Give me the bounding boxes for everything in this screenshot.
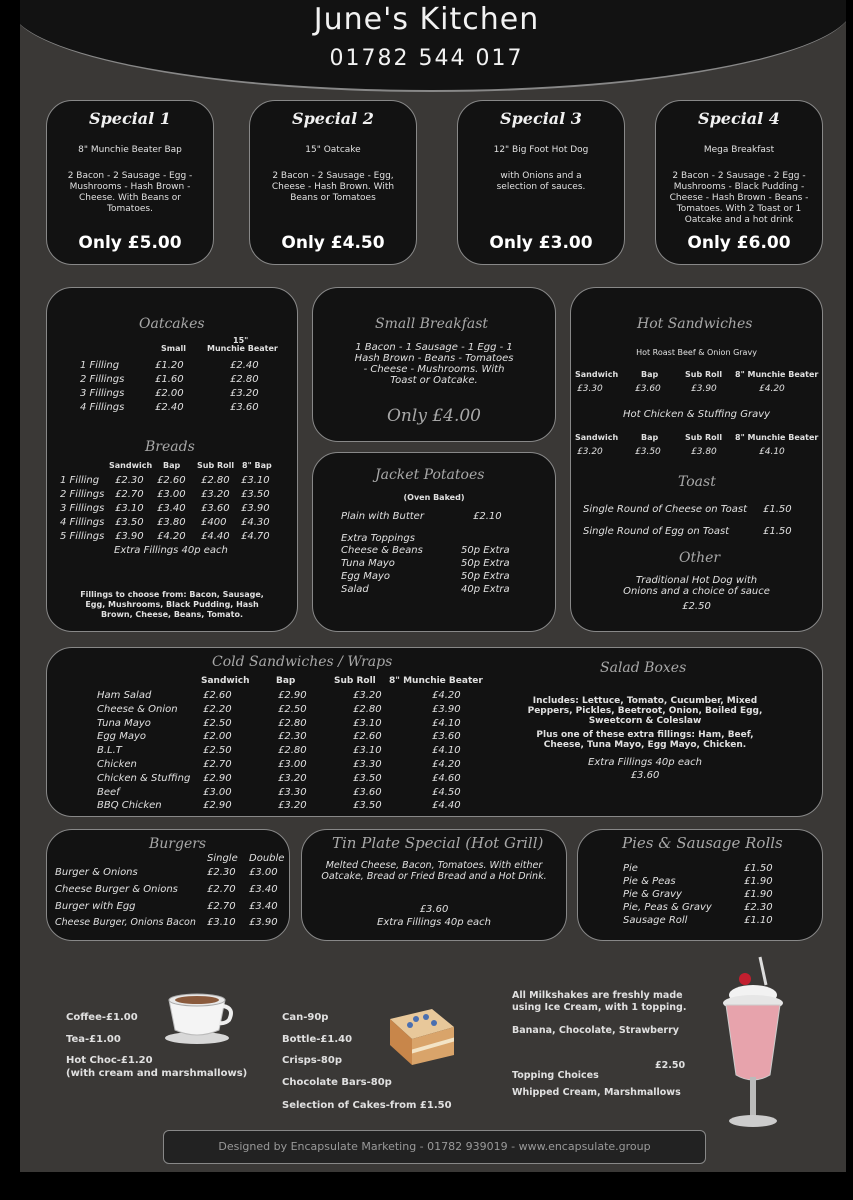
breads-price: £3.90 bbox=[241, 503, 270, 514]
can-item: Can-90p bbox=[282, 1012, 329, 1023]
cold-price: £2.30 bbox=[278, 731, 307, 743]
breads-price: £4.70 bbox=[241, 531, 270, 542]
oatcakes-col-big: Munchie Beater bbox=[207, 344, 278, 353]
tinplate-title: Tin Plate Special (Hot Grill) bbox=[332, 834, 544, 852]
oatcakes-col-small: Small bbox=[161, 344, 186, 353]
toast-item-price: £1.50 bbox=[763, 504, 792, 515]
burgers-title: Burgers bbox=[149, 836, 207, 852]
choc-item: Chocolate Bars-80p bbox=[282, 1077, 392, 1088]
cold-price: £2.70 bbox=[203, 759, 232, 770]
cold-price: £2.90 bbox=[203, 800, 232, 812]
small-breakfast-price: Only £4.00 bbox=[387, 406, 481, 426]
cold-row-label: B.L.T bbox=[97, 745, 122, 757]
breads-price: £2.70 bbox=[115, 489, 144, 500]
bottle-item: Bottle-£1.40 bbox=[282, 1034, 353, 1045]
breads-price: £4.40 bbox=[201, 531, 230, 542]
cold-price: £4.20 bbox=[432, 690, 461, 701]
jacket-extra-price: 50p Extra bbox=[461, 571, 510, 582]
cold-price: £4.10 bbox=[432, 717, 461, 729]
special-3-panel bbox=[457, 100, 625, 265]
fillings-note: Fillings to choose from: Bacon, Sausage, Egg, Mushrooms, Black Pudding, Hash Brown, Cheese, Beans, Tomato. bbox=[80, 590, 264, 619]
breads-price: £3.90 bbox=[115, 531, 144, 542]
breads-price: £3.80 bbox=[157, 517, 186, 528]
breads-price: £3.10 bbox=[241, 475, 270, 486]
topping-label: Topping Choices bbox=[512, 1070, 599, 1081]
burger-label: Cheese Burger, Onions Bacon bbox=[55, 917, 196, 928]
oatcakes-small-price: £1.20 bbox=[155, 360, 184, 371]
hot-beef-label: Hot Roast Beef & Onion Gravy bbox=[636, 348, 757, 357]
toast-title: Toast bbox=[678, 474, 716, 490]
cake-slice-icon bbox=[386, 1005, 458, 1065]
special-price: Only £4.50 bbox=[281, 233, 385, 253]
cold-price: £2.60 bbox=[353, 731, 382, 743]
cold-price: £3.30 bbox=[353, 759, 382, 770]
hot-col: Sandwich bbox=[575, 433, 619, 442]
cold-price: £2.90 bbox=[203, 772, 232, 784]
cold-price: £3.60 bbox=[353, 786, 382, 798]
hot-chicken-label: Hot Chicken & Stuffing Gravy bbox=[622, 409, 771, 420]
special-subtitle: 15" Oatcake bbox=[305, 145, 361, 155]
breads-col: 8" Bap bbox=[242, 461, 272, 470]
burgers-col: Single bbox=[207, 853, 238, 864]
cold-price: £2.80 bbox=[278, 717, 307, 729]
cold-price: £3.20 bbox=[353, 690, 382, 701]
cold-price: £2.80 bbox=[278, 745, 307, 757]
jacket-extra-label: Egg Mayo bbox=[341, 571, 390, 582]
phone-number: 01782 544 017 bbox=[329, 46, 524, 71]
pies-title: Pies & Sausage Rolls bbox=[622, 834, 783, 852]
cold-price: £3.60 bbox=[432, 731, 461, 743]
cold-price: £3.20 bbox=[278, 800, 307, 812]
cold-price: £4.60 bbox=[432, 772, 461, 784]
other-price: £2.50 bbox=[682, 601, 711, 612]
hot-sandwiches-panel bbox=[570, 287, 823, 632]
tinplate-extra: Extra Fillings 40p each bbox=[377, 917, 491, 928]
burger-price: £3.90 bbox=[249, 917, 278, 928]
coffee-cup-icon bbox=[163, 990, 235, 1045]
breads-price: £4.20 bbox=[157, 531, 186, 542]
hot-sandwiches-title: Hot Sandwiches bbox=[637, 316, 753, 332]
cold-price: £4.40 bbox=[432, 800, 461, 812]
special-price: Only £5.00 bbox=[78, 233, 182, 253]
special-description: 2 Bacon - 2 Sausage - Egg, Cheese - Hash Brown. With Beans or Tomatoes bbox=[271, 171, 395, 203]
crisps-item: Crisps-80p bbox=[282, 1055, 342, 1066]
breads-row-label: 5 Fillings bbox=[60, 531, 105, 542]
jacket-extra-label: Cheese & Beans bbox=[341, 545, 423, 556]
hot-col: Sandwich bbox=[575, 370, 619, 379]
burgers-col: Double bbox=[249, 853, 285, 864]
cold-price: £4.10 bbox=[432, 745, 461, 757]
cold-sandwiches-panel bbox=[46, 647, 823, 817]
breads-price: £400 bbox=[201, 517, 227, 528]
special-price: Only £3.00 bbox=[489, 233, 593, 253]
coffee-item: Coffee-£1.00 bbox=[66, 1012, 138, 1023]
breads-price: £3.60 bbox=[201, 503, 230, 514]
salad-plus: Plus one of these extra fillings: Ham, Beef, Cheese, Tuna Mayo, Egg Mayo, Chicken. bbox=[536, 730, 754, 750]
breads-row-label: 2 Fillings bbox=[60, 489, 105, 500]
hot-beef-price: £3.60 bbox=[635, 384, 661, 394]
special-description: with Onions and a selection of sauces. bbox=[496, 171, 586, 192]
breads-col: Sub Roll bbox=[197, 461, 235, 470]
jacket-title: Jacket Potatoes bbox=[375, 467, 485, 483]
cold-price: £2.50 bbox=[203, 745, 232, 757]
special-4-panel bbox=[655, 100, 823, 265]
special-title: Special 2 bbox=[292, 109, 374, 128]
small-breakfast-panel bbox=[312, 287, 556, 442]
hot-chicken-price: £3.80 bbox=[691, 447, 717, 457]
oatcakes-big-price: £3.60 bbox=[230, 402, 259, 413]
cold-price: £3.10 bbox=[353, 717, 382, 729]
breads-price: £3.10 bbox=[115, 503, 144, 514]
hot-chicken-price: £3.50 bbox=[635, 447, 661, 457]
jacket-subtitle: (Oven Baked) bbox=[403, 493, 465, 502]
breads-extra: Extra Fillings 40p each bbox=[114, 545, 228, 556]
cold-price: £2.80 bbox=[353, 703, 382, 715]
breads-title: Breads bbox=[145, 439, 195, 455]
jacket-extras-label: Extra Toppings bbox=[341, 533, 415, 544]
special-price: Only £6.00 bbox=[687, 233, 791, 253]
pie-price: £2.30 bbox=[744, 902, 773, 913]
breads-col: Sandwich bbox=[109, 461, 153, 470]
oatcakes-row-label: 1 Filling bbox=[80, 360, 120, 371]
milkshake-price: £2.50 bbox=[655, 1060, 686, 1071]
breads-price: £3.40 bbox=[157, 503, 186, 514]
cold-price: £3.90 bbox=[432, 703, 461, 715]
hot-beef-price: £3.30 bbox=[577, 384, 603, 394]
cakes-item: Selection of Cakes-from £1.50 bbox=[282, 1100, 452, 1111]
oatcakes-small-price: £1.60 bbox=[155, 374, 184, 385]
other-title: Other bbox=[679, 550, 721, 566]
jacket-extra-label: Tuna Mayo bbox=[341, 558, 395, 569]
toast-item-label: Single Round of Egg on Toast bbox=[583, 526, 730, 537]
oatcakes-big-price: £3.20 bbox=[230, 388, 259, 399]
breads-price: £2.30 bbox=[115, 475, 144, 486]
special-subtitle: 12" Big Foot Hot Dog bbox=[493, 145, 589, 155]
toast-item-price: £1.50 bbox=[763, 526, 792, 537]
toast-item-label: Single Round of Cheese on Toast bbox=[583, 504, 748, 515]
other-description: Traditional Hot Dog with Onions and a choice of sauce bbox=[623, 575, 770, 597]
small-breakfast-description: 1 Bacon - 1 Sausage - 1 Egg - 1 Hash Brown - Beans - Tomatoes - Cheese - Mushrooms. With Toast or Oatcake. bbox=[354, 342, 514, 386]
cold-price: £4.20 bbox=[432, 759, 461, 770]
hot-col: Sub Roll bbox=[685, 433, 723, 442]
oatcakes-breads-panel bbox=[46, 287, 298, 632]
pie-label: Sausage Roll bbox=[623, 915, 688, 926]
cold-price: £3.10 bbox=[353, 745, 382, 757]
cold-price: £3.30 bbox=[278, 786, 307, 798]
cold-row-label: Egg Mayo bbox=[97, 731, 146, 743]
hot-col: 8" Munchie Beater bbox=[735, 433, 819, 442]
burger-label: Burger & Onions bbox=[55, 867, 138, 878]
tea-item: Tea-£1.00 bbox=[66, 1034, 121, 1045]
pies-panel bbox=[577, 829, 823, 941]
oatcakes-big-price: £2.40 bbox=[230, 360, 259, 371]
special-title: Special 4 bbox=[698, 109, 780, 128]
special-1-panel bbox=[46, 100, 214, 265]
cold-price: £3.00 bbox=[278, 759, 307, 770]
breads-row-label: 1 Filling bbox=[60, 475, 100, 486]
burgers-panel bbox=[46, 829, 290, 941]
milkshake-intro: All Milkshakes are freshly made using Ice Cream, with 1 topping. bbox=[512, 990, 687, 1013]
oatcakes-small-price: £2.40 bbox=[155, 402, 184, 413]
cold-row-label: Tuna Mayo bbox=[97, 717, 151, 729]
special-subtitle: Mega Breakfast bbox=[703, 145, 775, 155]
burger-price: £2.70 bbox=[207, 884, 236, 895]
breads-price: £2.60 bbox=[157, 475, 186, 486]
salad-title: Salad Boxes bbox=[600, 660, 687, 676]
burger-price: £3.40 bbox=[249, 901, 278, 912]
pie-price: £1.90 bbox=[744, 876, 773, 887]
cold-price: £3.00 bbox=[203, 786, 232, 798]
cold-row-label: Ham Salad bbox=[97, 690, 152, 701]
hot-beef-price: £4.20 bbox=[759, 384, 785, 394]
oatcakes-col-big-top: 15" bbox=[233, 336, 249, 345]
breads-price: £3.00 bbox=[157, 489, 186, 500]
page-title: June's Kitchen bbox=[313, 2, 540, 37]
small-breakfast-title: Small Breakfast bbox=[375, 316, 489, 332]
breads-price: £3.50 bbox=[115, 517, 144, 528]
breads-price: £3.50 bbox=[241, 489, 270, 500]
breads-col: Bap bbox=[163, 461, 181, 470]
hot-choc-item: Hot Choc-£1.20 bbox=[66, 1055, 153, 1066]
hot-col: Sub Roll bbox=[685, 370, 723, 379]
hot-beef-price: £3.90 bbox=[691, 384, 717, 394]
breads-row-label: 3 Fillings bbox=[60, 503, 105, 514]
salad-price: £3.60 bbox=[630, 770, 660, 781]
cold-title: Cold Sandwiches / Wraps bbox=[212, 654, 393, 670]
hot-chicken-price: £4.10 bbox=[759, 447, 785, 457]
burger-label: Cheese Burger & Onions bbox=[55, 884, 178, 895]
salad-extra: Extra Fillings 40p each bbox=[588, 757, 702, 768]
cold-price: £2.60 bbox=[203, 690, 232, 701]
hot-col: 8" Munchie Beater bbox=[735, 370, 819, 379]
breads-price: £3.20 bbox=[201, 489, 230, 500]
cold-price: £2.00 bbox=[203, 731, 232, 743]
jacket-potatoes-panel bbox=[312, 452, 556, 632]
special-subtitle: 8" Munchie Beater Bap bbox=[78, 145, 182, 155]
tinplate-description: Melted Cheese, Bacon, Tomatoes. With either Oatcake, Bread or Fried Bread and a Hot Drink. bbox=[321, 860, 547, 882]
cold-row-label: Cheese & Onion bbox=[97, 703, 178, 715]
special-description: 2 Bacon - 2 Sausage - Egg - Mushrooms - Hash Brown - Cheese. With Beans or Tomatoes. bbox=[67, 171, 193, 214]
burger-price: £2.30 bbox=[207, 867, 236, 878]
burger-price: £3.00 bbox=[249, 867, 278, 878]
cold-price: £3.20 bbox=[278, 772, 307, 784]
burger-price: £3.40 bbox=[249, 884, 278, 895]
cold-row-label: Beef bbox=[97, 786, 120, 798]
special-2-panel bbox=[249, 100, 417, 265]
cold-row-label: Chicken bbox=[97, 759, 137, 770]
oatcakes-title: Oatcakes bbox=[139, 316, 205, 332]
hot-chicken-price: £3.20 bbox=[577, 447, 603, 457]
burger-price: £3.10 bbox=[207, 917, 236, 928]
tin-plate-panel bbox=[301, 829, 567, 941]
cold-price: £3.50 bbox=[353, 800, 382, 812]
special-title: Special 3 bbox=[500, 109, 582, 128]
cold-col: Sandwich bbox=[201, 676, 250, 686]
pie-label: Pie bbox=[623, 863, 638, 874]
pie-price: £1.10 bbox=[744, 915, 773, 926]
oatcakes-big-price: £2.80 bbox=[230, 374, 259, 385]
oatcakes-small-price: £2.00 bbox=[155, 388, 184, 399]
cold-price: £2.50 bbox=[278, 703, 307, 715]
oatcakes-row-label: 2 Fillings bbox=[80, 374, 125, 385]
hot-col: Bap bbox=[641, 370, 659, 379]
cold-price: £4.50 bbox=[432, 786, 461, 798]
jacket-extra-price: 40p Extra bbox=[461, 584, 510, 595]
pie-label: Pie & Peas bbox=[623, 876, 676, 887]
tinplate-price: £3.60 bbox=[419, 904, 449, 915]
hot-choc-note: (with cream and marshmallows) bbox=[66, 1068, 248, 1079]
jacket-extra-label: Salad bbox=[341, 584, 369, 595]
cold-price: £2.90 bbox=[278, 690, 307, 701]
topping-list: Whipped Cream, Marshmallows bbox=[512, 1087, 681, 1098]
cold-price: £2.20 bbox=[203, 703, 232, 715]
cold-col: 8" Munchie Beater bbox=[389, 676, 483, 686]
pie-price: £1.90 bbox=[744, 889, 773, 900]
pie-label: Pie, Peas & Gravy bbox=[623, 902, 712, 913]
pie-label: Pie & Gravy bbox=[623, 889, 682, 900]
special-description: 2 Bacon - 2 Sausage - 2 Egg - Mushrooms - Black Pudding - Cheese - Hash Brown - Beans - Tomatoes. With 2 Toast or 1 Oatcake and a hot drink bbox=[669, 171, 809, 225]
burger-price: £2.70 bbox=[207, 901, 236, 912]
burger-label: Burger with Egg bbox=[55, 901, 136, 912]
jacket-plain-label: Plain with Butter bbox=[341, 511, 424, 522]
milkshake-glass-icon bbox=[720, 955, 786, 1147]
cold-price: £3.50 bbox=[353, 772, 382, 784]
cold-price: £2.50 bbox=[203, 717, 232, 729]
oatcakes-row-label: 4 Fillings bbox=[80, 402, 125, 413]
jacket-extra-price: 50p Extra bbox=[461, 558, 510, 569]
pie-price: £1.50 bbox=[744, 863, 773, 874]
jacket-plain-price: £2.10 bbox=[473, 511, 502, 522]
jacket-extra-price: 50p Extra bbox=[461, 545, 510, 556]
salad-includes: Includes: Lettuce, Tomato, Cucumber, Mixed Peppers, Pickles, Beetroot, Onion, Boiled Egg, Sweetcorn & Coleslaw bbox=[527, 696, 763, 726]
breads-price: £2.80 bbox=[201, 475, 230, 486]
footer-credit: Designed by Encapsulate Marketing - 01782 939019 - www.encapsulate.group bbox=[163, 1130, 706, 1164]
cold-row-label: Chicken & Stuffing bbox=[97, 772, 191, 784]
cold-row-label: BBQ Chicken bbox=[97, 800, 162, 812]
cold-col: Bap bbox=[276, 676, 296, 686]
breads-price: £4.30 bbox=[241, 517, 270, 528]
oatcakes-row-label: 3 Fillings bbox=[80, 388, 125, 399]
milkshake-flavours: Banana, Chocolate, Strawberry bbox=[512, 1025, 679, 1036]
special-title: Special 1 bbox=[89, 109, 171, 128]
breads-row-label: 4 Fillings bbox=[60, 517, 105, 528]
cold-col: Sub Roll bbox=[334, 676, 376, 686]
hot-col: Bap bbox=[641, 433, 659, 442]
